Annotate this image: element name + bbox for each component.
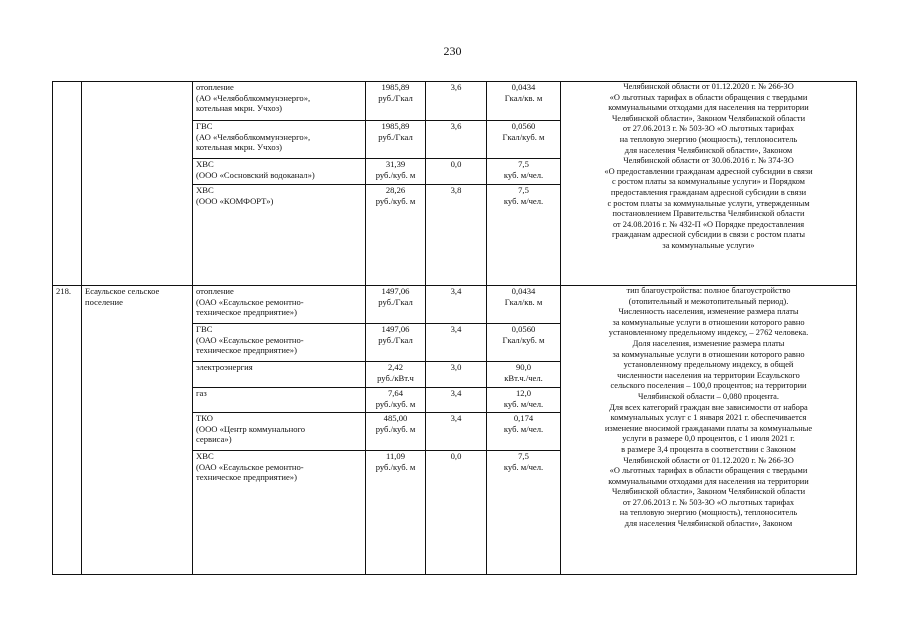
price-unit: руб./Гкал xyxy=(378,296,413,307)
description-line: за коммунальные услуги в отношении которого равно xyxy=(612,349,805,359)
service-provider: (ОАО «Есаульское ремонтно- xyxy=(196,296,304,307)
index-cell: 3,4 xyxy=(426,388,487,413)
service-cell xyxy=(193,388,366,413)
service-name: газ xyxy=(196,388,207,398)
index-cell: 0,0 xyxy=(426,159,487,185)
description-line: установленному предельному индексу, в общей xyxy=(623,360,794,370)
norm-value: 90,0 xyxy=(515,362,532,372)
service-cell xyxy=(193,82,366,121)
norm-unit: кВт.ч./чел. xyxy=(504,372,543,383)
page-number: 230 xyxy=(443,44,462,58)
service-name: ТКО xyxy=(196,413,213,423)
row-number xyxy=(53,82,82,286)
norm-unit: куб. м/чел. xyxy=(503,423,544,434)
norm-cell xyxy=(487,362,561,388)
service-provider: (ООО «Сосновский водоканал») xyxy=(196,169,315,180)
service-name: ГВС xyxy=(196,121,213,131)
service-provider: техническое предприятие») xyxy=(196,345,297,356)
description-line: с ростом платы за коммунальные услуги, утвержденным xyxy=(607,198,810,208)
service-provider: техническое предприятие») xyxy=(196,307,297,318)
description-line: Доля населения, изменение размера платы xyxy=(632,338,785,348)
description-line: Челябинской области», Законом Челябинской области xyxy=(611,487,806,497)
service-provider: котельная мкрн. Учхоз) xyxy=(196,103,282,114)
row-number: 218. xyxy=(53,286,82,575)
norm-value: 7,5 xyxy=(518,159,529,169)
norm-unit: Гкал/кв. м xyxy=(504,92,543,103)
price-value: 1985,89 xyxy=(381,82,410,92)
price-cell xyxy=(366,388,426,413)
service-cell xyxy=(193,159,366,185)
description-line: предоставления гражданам адресной субсидии в связи xyxy=(610,187,807,197)
index-cell: 3,4 xyxy=(426,413,487,451)
price-value: 28,26 xyxy=(385,185,406,195)
norm-unit: куб. м/чел. xyxy=(503,398,544,409)
description-line: в размере 3,4 процента в соответствии с Законом xyxy=(621,444,796,454)
price-unit: руб./кВт.ч xyxy=(377,372,414,383)
norm-unit: куб. м/чел. xyxy=(503,195,544,206)
table-row xyxy=(53,82,857,121)
service-provider: (ОАО «Есаульское ремонтно- xyxy=(196,461,304,472)
price-cell xyxy=(366,159,426,185)
description-line: для населения Челябинской области», Законом xyxy=(624,145,793,155)
description-line: Челябинской области от 30.06.2016 г. № 374-ЗО xyxy=(623,156,794,166)
price-value: 1497,06 xyxy=(381,286,410,296)
index-cell: 3,8 xyxy=(426,185,487,286)
price-unit: руб./куб. м xyxy=(375,398,416,409)
index-cell: 3,4 xyxy=(426,324,487,362)
service-cell xyxy=(193,413,366,451)
norm-value: 0,174 xyxy=(513,413,534,423)
description-line: «О льготных тарифах в области обращения с твердыми xyxy=(609,466,808,476)
norm-cell xyxy=(487,82,561,121)
settlement-name xyxy=(82,82,193,286)
norm-cell xyxy=(487,451,561,575)
description-line: от 24.08.2016 г. № 432-П «О Порядке предоставления xyxy=(612,219,805,229)
norm-unit: Гкал/куб. м xyxy=(502,131,545,142)
price-cell xyxy=(366,121,426,159)
service-name: ХВС xyxy=(196,159,214,169)
description-line: сельского поселения – 100,0 процентов; на территории xyxy=(610,381,807,391)
service-name: электроэнергия xyxy=(196,362,253,372)
norm-value: 0,0560 xyxy=(511,324,536,334)
norm-cell xyxy=(487,185,561,286)
price-value: 485,00 xyxy=(383,413,408,423)
description-line: установленному предельному индексу, – 2762 человека. xyxy=(608,328,809,338)
service-provider: техническое предприятие») xyxy=(196,472,297,483)
service-name: ГВС xyxy=(196,324,213,334)
price-cell xyxy=(366,413,426,451)
service-cell xyxy=(193,185,366,286)
description-line: Челябинской области», Законом Челябинской области xyxy=(611,113,806,123)
service-provider: сервиса») xyxy=(196,434,232,445)
index-cell: 0,0 xyxy=(426,451,487,575)
legal-description xyxy=(561,286,857,575)
norm-unit: Гкал/куб. м xyxy=(502,334,545,345)
price-cell xyxy=(366,185,426,286)
norm-cell xyxy=(487,121,561,159)
service-cell xyxy=(193,286,366,324)
legal-description xyxy=(561,82,857,286)
norm-cell xyxy=(487,324,561,362)
description-line: постановлением Правительства Челябинской области xyxy=(612,209,805,219)
description-line: на тепловую энергию (мощность), теплоноситель xyxy=(619,134,798,144)
service-provider: (ООО «Центр коммунального xyxy=(196,423,306,434)
service-name: отопление xyxy=(196,82,234,92)
price-unit: руб./Гкал xyxy=(378,131,413,142)
norm-value: 0,0434 xyxy=(511,286,536,296)
description-line: гражданам адресной субсидии в связи с ростом платы xyxy=(611,230,806,240)
service-provider: котельная мкрн. Учхоз) xyxy=(196,142,282,153)
description-line: от 27.06.2013 г. № 503-ЗО «О льготных тарифах xyxy=(622,124,795,134)
description-line: «О льготных тарифах в области обращения с твердыми xyxy=(609,92,808,102)
index-cell: 3,0 xyxy=(426,362,487,388)
index-cell: 3,6 xyxy=(426,121,487,159)
description-line: тип благоустройства: полное благоустройство xyxy=(626,286,791,295)
price-value: 31,39 xyxy=(385,159,406,169)
price-unit: руб./Гкал xyxy=(378,334,413,345)
norm-value: 7,5 xyxy=(518,451,529,461)
norm-value: 0,0434 xyxy=(511,82,536,92)
service-provider: (ООО «КОМФОРТ») xyxy=(196,195,274,206)
description-line: Челябинской области от 01.12.2020 г. № 266-ЗО xyxy=(623,82,794,91)
price-value: 1985,89 xyxy=(381,121,410,131)
service-cell xyxy=(193,121,366,159)
price-unit: руб./куб. м xyxy=(375,461,416,472)
description-line: коммунальными отходами для населения на территории xyxy=(608,476,809,486)
description-line: Численность населения, изменение размера платы xyxy=(618,307,799,317)
price-cell xyxy=(366,82,426,121)
norm-cell xyxy=(487,413,561,451)
service-cell xyxy=(193,324,366,362)
description-line: «О предоставлении гражданам адресной субсидии в связи xyxy=(604,166,813,176)
service-provider: (АО «Челябоблкоммунэнерго», xyxy=(196,92,311,103)
description-line: Челябинской области от 01.12.2020 г. № 266-ЗО xyxy=(623,455,794,465)
index-cell: 3,4 xyxy=(426,286,487,324)
service-provider: (ОАО «Есаульское ремонтно- xyxy=(196,334,304,345)
norm-value: 0,0560 xyxy=(511,121,536,131)
price-value: 2,42 xyxy=(387,362,404,372)
price-unit: руб./куб. м xyxy=(375,423,416,434)
description-line: Для всех категорий граждан вне зависимости от набора xyxy=(609,402,808,412)
norm-cell xyxy=(487,388,561,413)
tariff-table xyxy=(52,81,857,575)
settlement-name: Есаульское сельское поселение xyxy=(82,286,193,575)
description-line: за коммунальные услуги в отношении которого равно xyxy=(612,317,805,327)
price-value: 11,09 xyxy=(385,451,406,461)
description-line: изменение вносимой гражданами платы за коммунальные xyxy=(604,423,813,433)
price-unit: руб./Гкал xyxy=(378,92,413,103)
norm-unit: куб. м/чел. xyxy=(503,169,544,180)
description-line: коммунальных услуг с 1 января 2021 г. обеспечивается xyxy=(610,413,807,423)
service-cell xyxy=(193,451,366,575)
description-line: коммунальными отходами для населения на территории xyxy=(608,103,809,113)
description-line: с ростом платы за коммунальные услуги» и Порядком xyxy=(612,177,805,187)
price-unit: руб./куб. м xyxy=(375,169,416,180)
description-line: Челябинской области – 0,080 процента. xyxy=(638,391,779,401)
price-cell xyxy=(366,286,426,324)
service-name: отопление xyxy=(196,286,234,296)
table-row xyxy=(53,286,857,324)
description-line: услуги в размере 0,0 процентов, с 1 июля 2021 г. xyxy=(622,434,795,444)
norm-unit: куб. м/чел. xyxy=(503,461,544,472)
description-line: (отопительный и межотопительный период). xyxy=(628,296,789,306)
description-line: на тепловую энергию (мощность), теплоноситель xyxy=(619,508,798,518)
index-cell: 3,6 xyxy=(426,82,487,121)
service-name: ХВС xyxy=(196,451,214,461)
price-cell xyxy=(366,362,426,388)
service-name: ХВС xyxy=(196,185,214,195)
norm-cell xyxy=(487,159,561,185)
norm-unit: Гкал/кв. м xyxy=(504,296,543,307)
description-line: численности населения на территории Есаульского xyxy=(617,370,800,380)
price-cell xyxy=(366,324,426,362)
description-line: для населения Челябинской области», Законом xyxy=(624,519,793,529)
description-line: от 27.06.2013 г. № 503-ЗО «О льготных тарифах xyxy=(622,497,795,507)
service-cell xyxy=(193,362,366,388)
price-unit: руб./куб. м xyxy=(375,195,416,206)
service-provider: (АО «Челябоблкоммунэнерго», xyxy=(196,131,311,142)
norm-value: 12,0 xyxy=(515,388,532,398)
norm-value: 7,5 xyxy=(518,185,529,195)
norm-cell xyxy=(487,286,561,324)
price-value: 1497,06 xyxy=(381,324,410,334)
description-line: за коммунальные услуги» xyxy=(662,240,755,250)
price-cell xyxy=(366,451,426,575)
price-value: 7,64 xyxy=(387,388,404,398)
